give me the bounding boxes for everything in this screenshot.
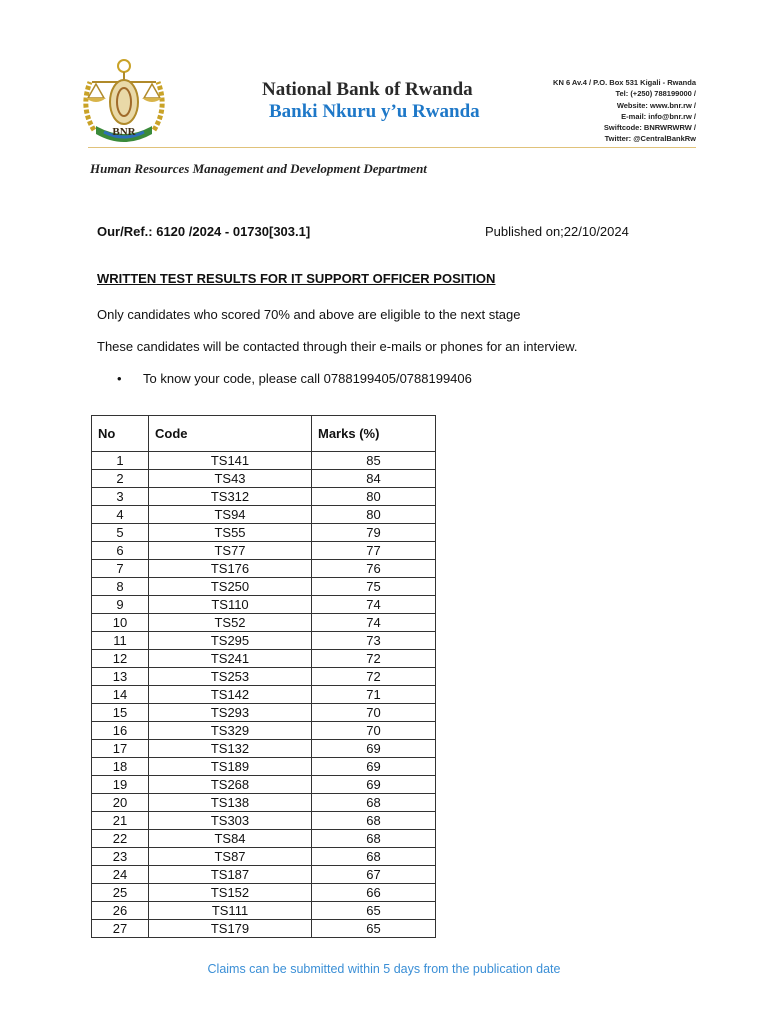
cell-code: TS141 xyxy=(149,452,312,470)
cell-no: 26 xyxy=(92,902,149,920)
cell-no: 3 xyxy=(92,488,149,506)
cell-marks: 85 xyxy=(312,452,436,470)
bank-name-kinyarwanda: Banki Nkuru y’u Rwanda xyxy=(269,101,480,122)
cell-no: 14 xyxy=(92,686,149,704)
results-table xyxy=(91,415,436,938)
cell-marks: 76 xyxy=(312,560,436,578)
header-no: No xyxy=(92,416,149,452)
contact-website[interactable]: Website: www.bnr.rw / xyxy=(616,100,696,110)
table-row xyxy=(92,542,436,560)
cell-marks: 68 xyxy=(312,794,436,812)
results-table-body xyxy=(92,452,436,938)
contact-block xyxy=(553,77,696,145)
table-row xyxy=(92,686,436,704)
table-row xyxy=(92,470,436,488)
cell-marks: 69 xyxy=(312,776,436,794)
table-row xyxy=(92,560,436,578)
cell-marks: 73 xyxy=(312,632,436,650)
cell-code: TS110 xyxy=(149,596,312,614)
cell-code: TS253 xyxy=(149,668,312,686)
table-row xyxy=(92,506,436,524)
cell-code: TS303 xyxy=(149,812,312,830)
cell-marks: 71 xyxy=(312,686,436,704)
cell-code: TS293 xyxy=(149,704,312,722)
table-row xyxy=(92,578,436,596)
cell-no: 18 xyxy=(92,758,149,776)
table-row xyxy=(92,722,436,740)
cell-marks: 66 xyxy=(312,884,436,902)
cell-marks: 72 xyxy=(312,650,436,668)
contact-swiftcode: Swiftcode: BNRWRWRW / xyxy=(603,123,696,133)
cell-no: 6 xyxy=(92,542,149,560)
cell-no: 9 xyxy=(92,596,149,614)
cell-code: TS142 xyxy=(149,686,312,704)
table-row xyxy=(92,524,436,542)
cell-code: TS329 xyxy=(149,722,312,740)
cell-no: 20 xyxy=(92,794,149,812)
table-row xyxy=(92,488,436,506)
cell-marks: 70 xyxy=(312,722,436,740)
cell-marks: 69 xyxy=(312,740,436,758)
cell-marks: 84 xyxy=(312,470,436,488)
contact-twitter[interactable]: Twitter: @CentralBankRw xyxy=(604,134,696,144)
header-divider xyxy=(88,147,696,148)
claims-note: Claims can be submitted within 5 days from the publication date xyxy=(207,962,561,976)
cell-code: TS187 xyxy=(149,866,312,884)
cell-code: TS179 xyxy=(149,920,312,938)
table-row xyxy=(92,812,436,830)
table-row xyxy=(92,866,436,884)
cell-marks: 65 xyxy=(312,902,436,920)
table-row xyxy=(92,650,436,668)
department-name: Human Resources Management and Development Department xyxy=(90,161,427,176)
cell-code: TS43 xyxy=(149,470,312,488)
table-row xyxy=(92,452,436,470)
cell-marks: 75 xyxy=(312,578,436,596)
cell-marks: 68 xyxy=(312,830,436,848)
bullet-icon: • xyxy=(117,371,122,386)
contact-tel: Tel: (+250) 788199000 / xyxy=(615,89,696,99)
header-code: Code xyxy=(149,416,312,452)
cell-marks: 68 xyxy=(312,848,436,866)
cell-marks: 67 xyxy=(312,866,436,884)
document-title: WRITTEN TEST RESULTS FOR IT SUPPORT OFFICER POSITION xyxy=(97,271,496,286)
contact-note: These candidates will be contacted through their e-mails or phones for an interview. xyxy=(97,339,578,354)
cell-no: 15 xyxy=(92,704,149,722)
cell-code: TS138 xyxy=(149,794,312,812)
cell-no: 27 xyxy=(92,920,149,938)
cell-no: 7 xyxy=(92,560,149,578)
cell-no: 4 xyxy=(92,506,149,524)
cell-marks: 80 xyxy=(312,506,436,524)
cell-code: TS52 xyxy=(149,614,312,632)
cell-code: TS94 xyxy=(149,506,312,524)
table-row xyxy=(92,614,436,632)
header-marks: Marks (%) xyxy=(312,416,436,452)
cell-marks: 69 xyxy=(312,758,436,776)
cell-no: 19 xyxy=(92,776,149,794)
cell-marks: 68 xyxy=(312,812,436,830)
table-header-row xyxy=(92,416,436,452)
cell-marks: 74 xyxy=(312,614,436,632)
cell-code: TS132 xyxy=(149,740,312,758)
cell-marks: 72 xyxy=(312,668,436,686)
cell-marks: 65 xyxy=(312,920,436,938)
table-row xyxy=(92,668,436,686)
cell-code: TS77 xyxy=(149,542,312,560)
table-row xyxy=(92,704,436,722)
cell-marks: 80 xyxy=(312,488,436,506)
cell-no: 22 xyxy=(92,830,149,848)
table-row xyxy=(92,920,436,938)
cell-no: 17 xyxy=(92,740,149,758)
cell-code: TS87 xyxy=(149,848,312,866)
table-row xyxy=(92,830,436,848)
cell-code: TS295 xyxy=(149,632,312,650)
code-info-bullet: To know your code, please call 0788199405/0788199406 xyxy=(143,371,472,386)
table-row xyxy=(92,740,436,758)
table-row xyxy=(92,632,436,650)
reference-number: Our/Ref.: 6120 /2024 - 01730[303.1] xyxy=(97,224,311,239)
table-row xyxy=(92,758,436,776)
table-row xyxy=(92,902,436,920)
contact-email[interactable]: E-mail: info@bnr.rw / xyxy=(621,111,696,121)
cell-no: 1 xyxy=(92,452,149,470)
cell-code: TS55 xyxy=(149,524,312,542)
cell-no: 21 xyxy=(92,812,149,830)
contact-address: KN 6 Av.4 / P.O. Box 531 Kigali - Rwanda xyxy=(553,78,696,87)
table-row xyxy=(92,776,436,794)
cell-no: 11 xyxy=(92,632,149,650)
published-date: Published on;22/10/2024 xyxy=(485,224,629,239)
cell-no: 2 xyxy=(92,470,149,488)
eligibility-note: Only candidates who scored 70% and above are eligible to the next stage xyxy=(97,307,521,322)
cell-no: 24 xyxy=(92,866,149,884)
cell-no: 23 xyxy=(92,848,149,866)
cell-no: 13 xyxy=(92,668,149,686)
bank-name-english: National Bank of Rwanda xyxy=(262,79,473,100)
cell-no: 8 xyxy=(92,578,149,596)
cell-no: 10 xyxy=(92,614,149,632)
bnr-logo xyxy=(74,52,174,152)
cell-code: TS241 xyxy=(149,650,312,668)
table-row xyxy=(92,848,436,866)
cell-no: 12 xyxy=(92,650,149,668)
cell-code: TS152 xyxy=(149,884,312,902)
logo-text: BNR xyxy=(112,126,136,138)
cell-code: TS312 xyxy=(149,488,312,506)
cell-marks: 77 xyxy=(312,542,436,560)
cell-code: TS111 xyxy=(149,902,312,920)
cell-no: 16 xyxy=(92,722,149,740)
cell-code: TS84 xyxy=(149,830,312,848)
cell-code: TS250 xyxy=(149,578,312,596)
cell-code: TS176 xyxy=(149,560,312,578)
cell-code: TS268 xyxy=(149,776,312,794)
cell-no: 25 xyxy=(92,884,149,902)
cell-marks: 70 xyxy=(312,704,436,722)
table-row xyxy=(92,794,436,812)
cell-code: TS189 xyxy=(149,758,312,776)
table-row xyxy=(92,596,436,614)
cell-marks: 79 xyxy=(312,524,436,542)
cell-marks: 74 xyxy=(312,596,436,614)
cell-no: 5 xyxy=(92,524,149,542)
table-row xyxy=(92,884,436,902)
